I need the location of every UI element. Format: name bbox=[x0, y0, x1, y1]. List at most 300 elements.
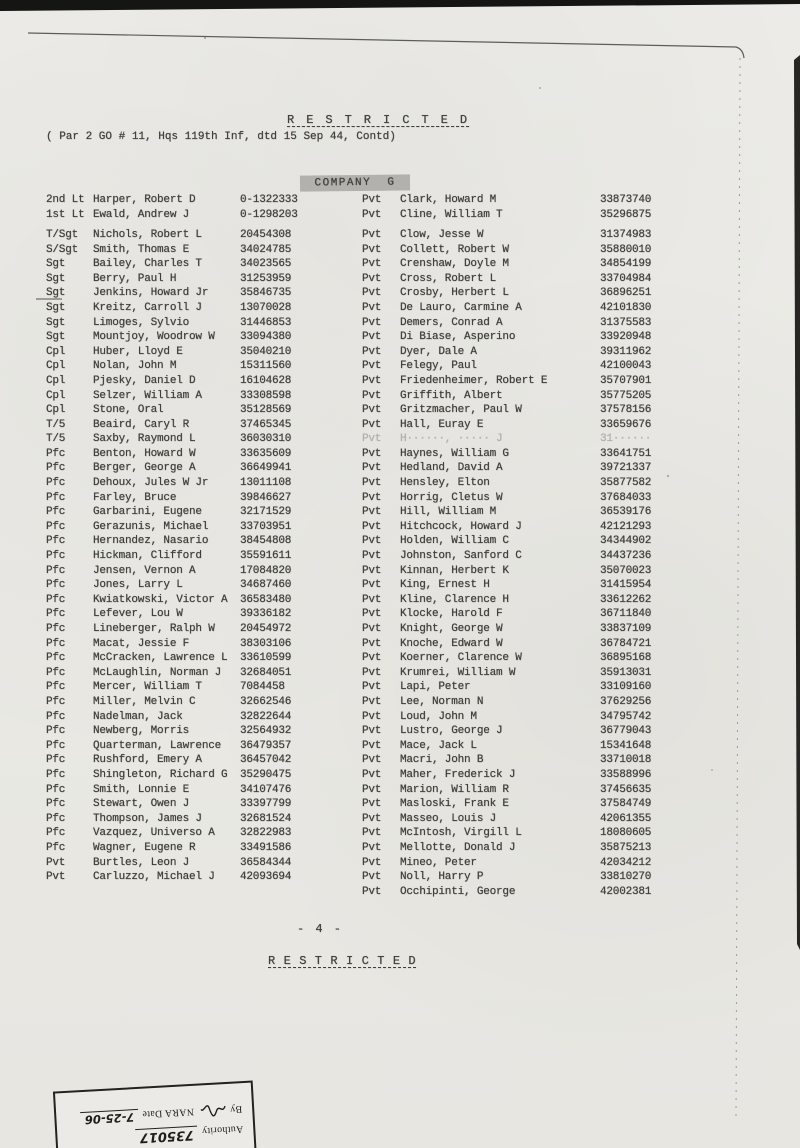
roster-row bbox=[46, 447, 351, 462]
roster-row bbox=[362, 651, 697, 666]
rank: Pvt bbox=[362, 433, 382, 446]
page-edge-line bbox=[28, 33, 744, 58]
soldier-name: Harper, Robert D bbox=[93, 194, 196, 206]
roster-row bbox=[362, 389, 697, 404]
rank: Pvt bbox=[362, 841, 382, 854]
roster-row bbox=[46, 768, 351, 783]
soldier-name: Hernandez, Nasario bbox=[93, 535, 209, 548]
fold-crease-line bbox=[736, 58, 740, 1120]
serial-number: 37584749 bbox=[600, 798, 652, 811]
soldier-name: Kwiatkowski, Victor A bbox=[93, 593, 228, 606]
roster-row bbox=[46, 301, 351, 316]
rank: Pfc bbox=[46, 520, 66, 533]
rank: Pvt bbox=[362, 287, 382, 300]
serial-number: 33094380 bbox=[240, 331, 292, 344]
serial-number: 36583480 bbox=[240, 593, 292, 606]
roster-row bbox=[362, 768, 697, 783]
roster-row bbox=[46, 724, 351, 739]
roster-row bbox=[46, 330, 351, 345]
roster-row bbox=[46, 812, 351, 827]
enlisted-rows bbox=[46, 228, 351, 885]
rank: Pfc bbox=[46, 841, 66, 854]
roster-row bbox=[46, 520, 351, 535]
soldier-name: Nichols, Robert L bbox=[93, 228, 202, 241]
rank: Cpl bbox=[46, 404, 66, 417]
roster-row bbox=[46, 316, 351, 331]
rank: Pfc bbox=[46, 652, 66, 665]
serial-number: 32822644 bbox=[240, 710, 292, 723]
serial-number: 35846735 bbox=[240, 287, 292, 300]
roster-row bbox=[46, 607, 351, 622]
soldier-name: Berger, George A bbox=[93, 462, 196, 475]
soldier-name: Nolan, John M bbox=[93, 360, 177, 373]
roster-row bbox=[362, 797, 697, 812]
serial-number: 33710018 bbox=[600, 754, 652, 767]
rank: Pvt bbox=[362, 535, 382, 548]
roster-rows bbox=[362, 228, 697, 899]
roster-row bbox=[46, 783, 351, 798]
right-edge-shadow bbox=[794, 55, 800, 950]
serial-number: 39846627 bbox=[240, 491, 292, 504]
roster-row bbox=[362, 228, 697, 243]
roster-row bbox=[362, 593, 697, 608]
serial-number: 17084820 bbox=[240, 564, 292, 577]
roster-row bbox=[362, 345, 697, 360]
soldier-name: Demers, Conrad A bbox=[400, 316, 503, 329]
roster-row bbox=[362, 841, 697, 856]
page-number: - 4 - bbox=[297, 922, 344, 936]
serial-number: 35070023 bbox=[600, 564, 652, 577]
soldier-name: Maher, Frederick J bbox=[400, 768, 516, 781]
serial-number: 32564932 bbox=[240, 725, 292, 738]
serial-number: 31375583 bbox=[600, 316, 652, 329]
rank: Pvt bbox=[362, 301, 382, 314]
roster-row bbox=[46, 534, 351, 549]
rank: Pfc bbox=[46, 447, 66, 460]
rank: Pvt bbox=[362, 652, 382, 665]
roster-row bbox=[46, 418, 351, 433]
roster-row bbox=[46, 826, 351, 841]
rank: Pvt bbox=[362, 593, 382, 606]
serial-number: 31415954 bbox=[600, 579, 652, 592]
rank: Pfc bbox=[46, 798, 66, 811]
soldier-name: Carluzzo, Michael J bbox=[93, 871, 215, 884]
rank: Pvt bbox=[362, 608, 382, 621]
soldier-name: Kinnan, Herbert K bbox=[400, 564, 509, 577]
rank: Sgt bbox=[46, 287, 66, 300]
rank: Sgt bbox=[46, 331, 66, 344]
serial-number: 31446853 bbox=[240, 316, 292, 329]
rank: Pfc bbox=[46, 783, 66, 796]
soldier-name: Beaird, Caryl R bbox=[93, 418, 190, 431]
roster-row bbox=[46, 637, 351, 652]
roster-row bbox=[46, 710, 351, 725]
roster-row bbox=[362, 622, 697, 637]
rank: Sgt bbox=[46, 258, 66, 271]
roster-row bbox=[362, 243, 697, 258]
serial-number: 36895168 bbox=[600, 652, 652, 665]
serial-number: 34687460 bbox=[240, 579, 292, 592]
roster-row bbox=[46, 797, 351, 812]
rank: Pvt bbox=[362, 331, 382, 344]
serial-number: 0-1322333 bbox=[240, 194, 298, 206]
rank: Pfc bbox=[46, 812, 66, 825]
serial-number: 33837109 bbox=[600, 623, 652, 636]
serial-number: 42002381 bbox=[600, 885, 652, 898]
rank: Pvt bbox=[362, 208, 382, 221]
classification-footer: R E S T R I C T E D bbox=[268, 954, 417, 968]
rank: Pvt bbox=[362, 550, 382, 563]
roster-row bbox=[362, 885, 697, 900]
serial-number: 42101830 bbox=[600, 301, 652, 314]
top-edge-bar bbox=[0, 0, 800, 11]
roster-row bbox=[362, 826, 697, 841]
soldier-name: Horrig, Cletus W bbox=[400, 491, 503, 504]
roster-row bbox=[46, 564, 351, 579]
authority-number: 735017 bbox=[135, 1126, 198, 1144]
roster-row bbox=[362, 607, 697, 622]
soldier-name: Shingleton, Richard G bbox=[93, 768, 228, 781]
rank: Cpl bbox=[46, 389, 66, 402]
roster-row bbox=[46, 651, 351, 666]
serial-number: 32822983 bbox=[240, 827, 292, 840]
roster-row bbox=[46, 345, 351, 360]
soldier-name: Hedland, David A bbox=[400, 462, 503, 475]
roster-row bbox=[362, 753, 697, 768]
soldier-name: Mountjoy, Woodrow W bbox=[93, 331, 215, 344]
rank: Pvt bbox=[362, 506, 382, 519]
rank: Pvt bbox=[362, 812, 382, 825]
roster-row bbox=[46, 403, 351, 418]
roster-rows-top bbox=[362, 193, 697, 222]
soldier-name: Jensen, Vernon A bbox=[93, 564, 196, 577]
soldier-name: Benton, Howard W bbox=[93, 447, 196, 460]
rank: Pvt bbox=[362, 579, 382, 592]
serial-number: 33810270 bbox=[600, 871, 652, 884]
roster-row bbox=[362, 374, 697, 389]
nara-date-label: NARA Date bbox=[141, 1105, 195, 1120]
rank: Pvt bbox=[362, 228, 382, 241]
rank: T/5 bbox=[46, 433, 66, 446]
serial-number: 37456635 bbox=[600, 783, 652, 796]
rank: Pvt bbox=[362, 258, 382, 271]
serial-number: 33920948 bbox=[600, 331, 652, 344]
soldier-name: Gerazunis, Michael bbox=[93, 520, 209, 533]
soldier-name: McIntosh, Virgill L bbox=[400, 827, 522, 840]
rank: Pvt bbox=[362, 871, 382, 884]
soldier-name: Hitchcock, Howard J bbox=[400, 520, 522, 533]
rank: Pvt bbox=[362, 666, 382, 679]
serial-number: 35880010 bbox=[600, 243, 652, 256]
soldier-name: Cross, Robert L bbox=[400, 272, 497, 285]
serial-number: 39721337 bbox=[600, 462, 652, 475]
serial-number: 33491586 bbox=[240, 841, 292, 854]
soldier-name: Hill, William M bbox=[400, 506, 497, 519]
rank: Pfc bbox=[46, 827, 66, 840]
serial-number: 33612262 bbox=[600, 593, 652, 606]
serial-number: 39336182 bbox=[240, 608, 292, 621]
serial-number: 18080605 bbox=[600, 827, 652, 840]
rank: Pfc bbox=[46, 754, 66, 767]
soldier-name: De Lauro, Carmine A bbox=[400, 301, 522, 314]
soldier-name: Crenshaw, Doyle M bbox=[400, 258, 509, 271]
serial-number: 34024785 bbox=[240, 243, 292, 256]
serial-number: 34854199 bbox=[600, 258, 652, 271]
serial-number: 35913031 bbox=[600, 666, 652, 679]
rank: Pfc bbox=[46, 550, 66, 563]
serial-number: 33641751 bbox=[600, 447, 652, 460]
soldier-name: Collett, Robert W bbox=[400, 243, 509, 256]
rank: Pvt bbox=[362, 637, 382, 650]
soldier-name: Ewald, Andrew J bbox=[93, 208, 190, 221]
roster-row bbox=[362, 432, 697, 447]
roster-row bbox=[362, 534, 697, 549]
roster-row bbox=[362, 403, 697, 418]
rank: Pfc bbox=[46, 739, 66, 752]
soldier-name: Koerner, Clarence W bbox=[400, 652, 522, 665]
rank: Pfc bbox=[46, 710, 66, 723]
serial-number: 35591611 bbox=[240, 550, 292, 563]
company-header-label: COMPANY G bbox=[314, 176, 396, 190]
serial-number: 38454808 bbox=[240, 535, 292, 548]
soldier-name: Crosby, Herbert L bbox=[400, 287, 509, 300]
rank: Pvt bbox=[362, 856, 382, 869]
rank: Pvt bbox=[362, 345, 382, 358]
roster-row bbox=[46, 432, 351, 447]
roster-row bbox=[362, 359, 697, 374]
serial-number: 33704984 bbox=[600, 272, 652, 285]
soldier-name: Smith, Lonnie E bbox=[93, 783, 190, 796]
rank: Pfc bbox=[46, 579, 66, 592]
soldier-name: Selzer, William A bbox=[93, 389, 202, 402]
roster-row bbox=[362, 680, 697, 695]
soldier-name: Friedenheimer, Robert E bbox=[400, 374, 548, 387]
rank: Pfc bbox=[46, 608, 66, 621]
rank: T/5 bbox=[46, 418, 66, 431]
soldier-name: Stone, Oral bbox=[93, 404, 164, 417]
serial-number: 36784721 bbox=[600, 637, 652, 650]
soldier-name: Smith, Thomas E bbox=[93, 243, 190, 256]
rank: Sgt bbox=[46, 301, 66, 314]
serial-number: 33659676 bbox=[600, 418, 652, 431]
roster-row bbox=[362, 257, 697, 272]
soldier-name: Clark, Howard M bbox=[400, 194, 497, 206]
serial-number: 33397799 bbox=[240, 798, 292, 811]
soldier-name: Felegy, Paul bbox=[400, 360, 477, 373]
soldier-name: Saxby, Raymond L bbox=[93, 433, 196, 446]
soldier-name: Farley, Bruce bbox=[93, 491, 177, 504]
roster-row bbox=[362, 520, 697, 535]
rank: Pfc bbox=[46, 506, 66, 519]
serial-number: 37465345 bbox=[240, 418, 292, 431]
soldier-name: Haynes, William G bbox=[400, 447, 509, 460]
rank: 2nd Lt bbox=[46, 194, 85, 206]
rank: Pvt bbox=[362, 885, 382, 898]
serial-number: 33873740 bbox=[600, 194, 652, 206]
soldier-name: Hall, Euray E bbox=[400, 418, 484, 431]
roster-row bbox=[362, 418, 697, 433]
soldier-name: Loud, John M bbox=[400, 710, 477, 723]
rank: S/Sgt bbox=[46, 243, 79, 256]
roster-row bbox=[362, 272, 697, 287]
rank: Pvt bbox=[362, 768, 382, 781]
roster-row bbox=[46, 578, 351, 593]
serial-number: 36457042 bbox=[240, 754, 292, 767]
rank: Pfc bbox=[46, 768, 66, 781]
soldier-name: Berry, Paul H bbox=[93, 272, 177, 285]
roster-row bbox=[362, 461, 697, 476]
roster-row bbox=[362, 316, 697, 331]
serial-number: 42034212 bbox=[600, 856, 652, 869]
soldier-name: Pjesky, Daniel D bbox=[93, 374, 196, 387]
soldier-name: Nadelman, Jack bbox=[93, 710, 183, 723]
rank: Pfc bbox=[46, 564, 66, 577]
order-reference-line: ( Par 2 GO # 11, Hqs 119th Inf, dtd 15 Sep 44, Contd) bbox=[46, 131, 396, 143]
rank: Pvt bbox=[362, 725, 382, 738]
rank: Pvt bbox=[362, 360, 382, 373]
serial-number: 36539176 bbox=[600, 506, 652, 519]
roster-row bbox=[362, 491, 697, 506]
roster-row bbox=[362, 666, 697, 681]
soldier-name: Lustro, George J bbox=[400, 725, 503, 738]
serial-number: 7084458 bbox=[240, 681, 285, 694]
soldier-name: Vazquez, Universo A bbox=[93, 827, 215, 840]
soldier-name: Mineo, Peter bbox=[400, 856, 477, 869]
rank: Pvt bbox=[362, 681, 382, 694]
officer-rows bbox=[46, 193, 351, 222]
rank: Pvt bbox=[362, 462, 382, 475]
soldier-name: Hickman, Clifford bbox=[93, 550, 202, 563]
roster-row bbox=[362, 724, 697, 739]
soldier-name: Huber, Lloyd E bbox=[93, 345, 183, 358]
serial-number: 35040210 bbox=[240, 345, 292, 358]
rank: Pvt bbox=[362, 447, 382, 460]
serial-number: 42093694 bbox=[240, 871, 292, 884]
rank: Pvt bbox=[362, 389, 382, 402]
rank: Pvt bbox=[362, 418, 382, 431]
soldier-name: McLaughlin, Norman J bbox=[93, 666, 222, 679]
serial-number: 36649941 bbox=[240, 462, 292, 475]
rank: Pvt bbox=[362, 316, 382, 329]
soldier-name: Kline, Clarence H bbox=[400, 593, 509, 606]
roster-row bbox=[362, 578, 697, 593]
rank: Pfc bbox=[46, 623, 66, 636]
declassification-stamp bbox=[53, 1080, 257, 1148]
serial-number: 32684051 bbox=[240, 666, 292, 679]
roster-row bbox=[46, 753, 351, 768]
serial-number: 42121293 bbox=[600, 520, 652, 533]
soldier-name: Stewart, Owen J bbox=[93, 798, 190, 811]
soldier-name: Griffith, Albert bbox=[400, 389, 503, 402]
soldier-name: Bailey, Charles T bbox=[93, 258, 202, 271]
soldier-name: King, Ernest H bbox=[400, 579, 490, 592]
roster-row bbox=[46, 870, 351, 885]
roster-row bbox=[362, 505, 697, 520]
soldier-name: Dehoux, Jules W Jr bbox=[93, 477, 209, 490]
rank: Pvt bbox=[362, 491, 382, 504]
soldier-name: Macat, Jessie F bbox=[93, 637, 190, 650]
soldier-name: Lee, Norman N bbox=[400, 695, 484, 708]
rank: Sgt bbox=[46, 316, 66, 329]
authority-label: Authority bbox=[201, 1123, 244, 1137]
soldier-name: Occhipinti, George bbox=[400, 885, 516, 898]
by-label: By bbox=[229, 1103, 243, 1115]
serial-number: 35128569 bbox=[240, 404, 292, 417]
serial-number: 33610599 bbox=[240, 652, 292, 665]
serial-number: 35707901 bbox=[600, 374, 652, 387]
soldier-name: Quarterman, Lawrence bbox=[93, 739, 222, 752]
rank: Pvt bbox=[46, 856, 66, 869]
soldier-name: Krumrei, William W bbox=[400, 666, 516, 679]
serial-number: 34107476 bbox=[240, 783, 292, 796]
soldier-name: Masseo, Louis J bbox=[400, 812, 497, 825]
rank: Cpl bbox=[46, 374, 66, 387]
roster-row bbox=[362, 710, 697, 725]
roster-row bbox=[362, 330, 697, 345]
soldier-name: Macri, John B bbox=[400, 754, 484, 767]
roster-row bbox=[362, 208, 697, 223]
rank: 1st Lt bbox=[46, 208, 85, 221]
roster-row bbox=[46, 593, 351, 608]
soldier-name: Limoges, Sylvio bbox=[93, 316, 190, 329]
soldier-name: Lapi, Peter bbox=[400, 681, 471, 694]
soldier-name: Mellotte, Donald J bbox=[400, 841, 516, 854]
serial-number: 36711840 bbox=[600, 608, 652, 621]
soldier-name: McCracken, Lawrence L bbox=[93, 652, 228, 665]
serial-number: 15311560 bbox=[240, 360, 292, 373]
serial-number: 35875213 bbox=[600, 841, 652, 854]
rank: Pvt bbox=[362, 404, 382, 417]
roster-row bbox=[362, 856, 697, 871]
serial-number: 31374983 bbox=[600, 228, 652, 241]
classification-header: R E S T R I C T E D bbox=[287, 113, 470, 127]
soldier-name: Holden, William C bbox=[400, 535, 509, 548]
rank: T/Sgt bbox=[46, 228, 79, 241]
serial-number: 34023565 bbox=[240, 258, 292, 271]
roster-row bbox=[46, 208, 351, 223]
serial-number: 32681524 bbox=[240, 812, 292, 825]
roster-row bbox=[46, 461, 351, 476]
roster-row bbox=[46, 680, 351, 695]
soldier-name: Miller, Melvin C bbox=[93, 695, 196, 708]
roster-row bbox=[46, 695, 351, 710]
serial-number: 33703951 bbox=[240, 520, 292, 533]
soldier-name: Cline, William T bbox=[400, 208, 503, 221]
soldier-name: Knoche, Edward W bbox=[400, 637, 503, 650]
serial-number: 35775205 bbox=[600, 389, 652, 402]
soldier-name: Burtles, Leon J bbox=[93, 856, 190, 869]
rank: Pvt bbox=[362, 783, 382, 796]
serial-number: 31······ bbox=[600, 433, 652, 446]
roster-row bbox=[46, 257, 351, 272]
roster-row bbox=[362, 193, 697, 208]
roster-row bbox=[46, 228, 351, 243]
rank: Pfc bbox=[46, 491, 66, 504]
serial-number: 0-1298203 bbox=[240, 208, 298, 221]
serial-number: 38303106 bbox=[240, 637, 292, 650]
roster-row bbox=[362, 812, 697, 827]
rank: Cpl bbox=[46, 360, 66, 373]
soldier-name: Marion, William R bbox=[400, 783, 509, 796]
rank: Pvt bbox=[362, 798, 382, 811]
soldier-name: Lineberger, Ralph W bbox=[93, 623, 215, 636]
roster-row bbox=[46, 374, 351, 389]
soldier-name: Kreitz, Carroll J bbox=[93, 301, 202, 314]
serial-number: 36030310 bbox=[240, 433, 292, 446]
roster-row bbox=[46, 272, 351, 287]
roster-row bbox=[46, 622, 351, 637]
rank: Pvt bbox=[362, 194, 382, 206]
